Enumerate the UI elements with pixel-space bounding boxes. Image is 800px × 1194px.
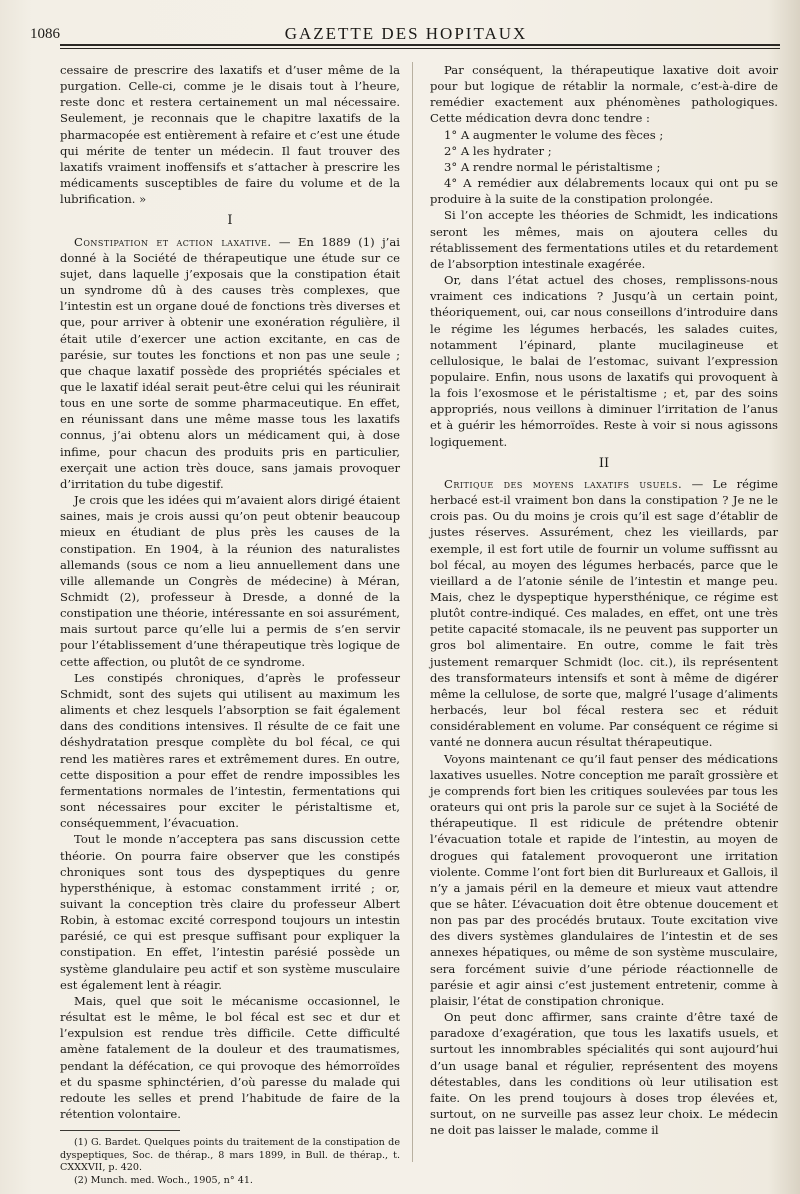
paragraph: Tout le monde n’acceptera pas sans discussion cette théorie. On pourra faire observer que les constipés chroniques sont tous des dyspeptiques du genre hypersthénique, à estomac constamment irrité ; or, suivant la conception très claire du professeur Albert Robin, à estomac excité correspond toujours un intestin parésié, ce qui est presque suffisant pour expliquer la constipation. En effet, l’intestin parésié possède un système glandulaire peu actif et son système musculaire est également lent à réagir. <box>60 832 400 992</box>
paragraph: Par conséquent, la thérapeutique laxative doit avoir pour but logique de rétablir la normale, c’est-à-dire de remédier exactement aux phénomènes pathologiques. Cette médication devra donc tendre : <box>430 63 778 126</box>
paragraph: Critique des moyens laxatifs usuels. — Le régime herbacé est-il vraiment bon dans la constipation ? Je ne le crois pas. Ou du moins je crois qu’il est sage d’établir de justes réserves. Assurément, chez les vieillards, par exemple, il est fort utile de fournir un volume suffissnt au bol fécal, au moyen des légumes herbacés, parce que le vieillard a de l’atonie sénile de l’intestin et mange peu. Mais, chez le dyspeptique hypersthénique, ce régime est plutôt contre-indiqué. Ces malades, en effet, ont une très petite capacité stomacale, ils ne peuvent pas supporter un gros bol alimentaire. En outre, comme le fait très justement remarquer Schmidt (loc. cit.), ils représentent des transformateurs intensifs et sont à même de digérer même la cellulose, de sorte que, malgré l’usage d’aliments herbacés, leur bol fécal restera sec et réduit considérablement en volume. Par conséquent ce régime si vanté ne donnera aucun résultat thérapeutique. <box>430 476 778 750</box>
header-rule-thick <box>60 44 780 46</box>
section-numeral: I <box>227 213 233 229</box>
header-rule-thin <box>60 48 780 49</box>
paragraph: Or, dans l’état actuel des choses, remplissons-nous vraiment ces indications ? Jusqu’à un certain point, théoriquement, oui, car nous conseillons d’introduire dans le régime les légumes herbacés, les salades cuites, notamment l’épinard, plante mucilagineuse et cellulosique, le balai de l’estomac, suivant l’expression populaire. Enfin, nous usons de laxatifs qui provoquent à la fois l’exosmose et le péristaltisme ; et, par des soins appropriés, nous veillons à diminuer l’irritation de l’anus et à guérir les hémorroïdes. Reste à voir si nous agissons logiquement. <box>430 273 778 449</box>
paragraph: Si l’on accepte les théories de Schmidt, les indications seront les mêmes, mais on ajoutera celles du rétablissement des fermentations utiles et du retardement de l’absorption intestinale exagérée. <box>430 208 778 271</box>
section-numeral: II <box>598 455 610 471</box>
section-heading: Constipation et action laxative. <box>74 234 272 249</box>
right-column <box>430 62 778 1138</box>
paragraph: On peut donc affirmer, sans crainte d’être taxé de paradoxe d’exagération, que tous les laxatifs usuels, et surtout les innombrables spécialités qui sont aujourd’hui d’un usage banal et régulier, représentent des moyens détestables, dans les conditions où leur utilisation est faite. On les prend toujours à doses trop élevées et, surtout, on ne surveille pas assez leur choix. Le médecin ne doit pas laisser le malade, comme il <box>430 1010 778 1138</box>
paragraph: Mais, quel que soit le mécanisme occasionnel, le résultat est le même, le bol fécal est sec et dur et l’expulsion est rendue très difficile. Cette difficulté amène fatalement de la douleur et des traumatismes, pendant la défécation, ce qui provoque des hémorroïdes et du spasme sphinctérien, d’où paresse du malade qui redoute les selles et prend l’habitude de faire de la rétention volontaire. <box>60 993 400 1121</box>
paragraph: Je crois que les idées qui m’avaient alors dirigé étaient saines, mais je crois aussi qu’on peut obtenir beaucoup mieux en étudiant de plus près les causes de la constipation. En 1904, à la réunion des naturalistes allemands (sous ce nom a lieu annuellement dans une ville allemande un Congrès de médecine) à Méran, Schmidt (2), professeur à Dresde, a donné de la constipation une théorie, intéressante en soi assurément, mais surtout parce qu’elle lui a permis de s’en servir pour l’établissement d’une thérapeutique très logique de cette affection, ou plutôt de ce syndrome. <box>60 493 400 669</box>
section-heading: Critique des moyens laxatifs usuels. <box>444 476 683 491</box>
list-item: 2° A les hydrater ; <box>444 143 552 158</box>
paragraph: Voyons maintenant ce qu’il faut penser des médications laxatives usuelles. Notre conception me paraît grossière et je comprends fort bien les critiques soulevées par tous les orateurs qui ont pris la parole sur ce sujet à la Société de thérapeutique. Il est ridicule de prétendre obtenir l’évacuation totale et rapide de l’intestin, au moyen de drogues qui fatalement provoqueront une irritation violente. Comme l’ont fort bien dit Burlureaux et Gallois, il n’y a jamais péril en la demeure et mieux vaut attendre que se hâter. L’évacuation doit être obtenue doucement et non pas par des procédés brutaux. Toute excitation vive des divers systèmes glandulaires de l’intestin et de ses annexes hépatiques, ou même de son système musculaire, sera forcément suivie d’une période réactionnelle de parésie et agir ainsi c’est justement entretenir, comme à plaisir, l’état de constipation chronique. <box>430 751 778 1008</box>
list-item: 4° A remédier aux délabrements locaux qui ont pu se produire à la suite de la constipation prolongée. <box>430 176 778 207</box>
paragraph: cessaire de prescrire des laxatifs et d’user même de la purgation. Celle-ci, comme je le disais tout à l’heure, reste donc et restera certainement un mal nécessaire. Seulement, je reconnais que le chapitre laxatifs de la pharmacopée est entièrement à refaire et c’est une étude qui mérite de tenter un médecin. Il faut trouver des laxatifs vraiment inoffensifs et s’attacher à prescrire les médicaments susceptibles de faire du volume et de la lubrification. » <box>60 63 400 207</box>
footnotes <box>60 1137 400 1187</box>
column-divider <box>412 62 413 1162</box>
footnote: (1) G. Bardet. Quelques points du traitement de la constipation de dyspeptiques, Soc. de thérap., 8 mars 1899, in Bull. de thérap., t. CXXXVII, p. 420. <box>60 1137 400 1174</box>
paragraph: Constipation et action laxative. — En 1889 (1) j’ai donné à la Société de thérapeutique une étude sur ce sujet, dans laquelle j’exposais que la constipation était un syndrome dû à des causes très complexes, que l’intestin est un organe doué de fonctions très diverses et que, pour arriver à obtenir une exonération régulière, il était utile d’exercer une action excitante, en cas de parésie, sur toutes les fonctions et non pas une seule ; que chaque laxatif possède des propriétés spéciales et que le laxatif idéal serait peut-être celui qui les réunirait tous en une sorte de somme pharmaceutique. En effet, en réunissant dans une même masse tous les laxatifs connus, j’ai obtenu alors un médicament qui, à dose infime, pour chacun des produits pris en particulier, exerçait une action très douce, sans jamais provoquer d’irritation du tube digestif. <box>60 234 400 491</box>
paragraph: Les constipés chroniques, d’après le professeur Schmidt, sont des sujets qui utilisent au maximum les aliments et chez lesquels l’absorption se fait également dans des conditions intensives. Il résulte de ce fait une déshydratation presque complète du bol fécal, ce qui rend les matières rares et extrêmement dures. En outre, cette disposition a pour effet de rendre impossibles les fermentations normales de l’intestin, fermentations qui sont nécessaires pour exciter le péristaltisme et, conséquemment, l’évacuation. <box>60 670 400 831</box>
list-item: 3° A rendre normal le péristaltisme ; <box>444 159 661 174</box>
list-item: 1° A augmenter le volume des fèces ; <box>444 127 664 142</box>
footnote-rule <box>60 1130 180 1131</box>
page-number: 1086 <box>30 26 60 42</box>
journal-title: GAZETTE DES HOPITAUX <box>284 24 528 43</box>
left-column <box>60 62 400 1187</box>
footnote: (2) Munch. med. Woch., 1905, n° 41. <box>74 1174 253 1186</box>
